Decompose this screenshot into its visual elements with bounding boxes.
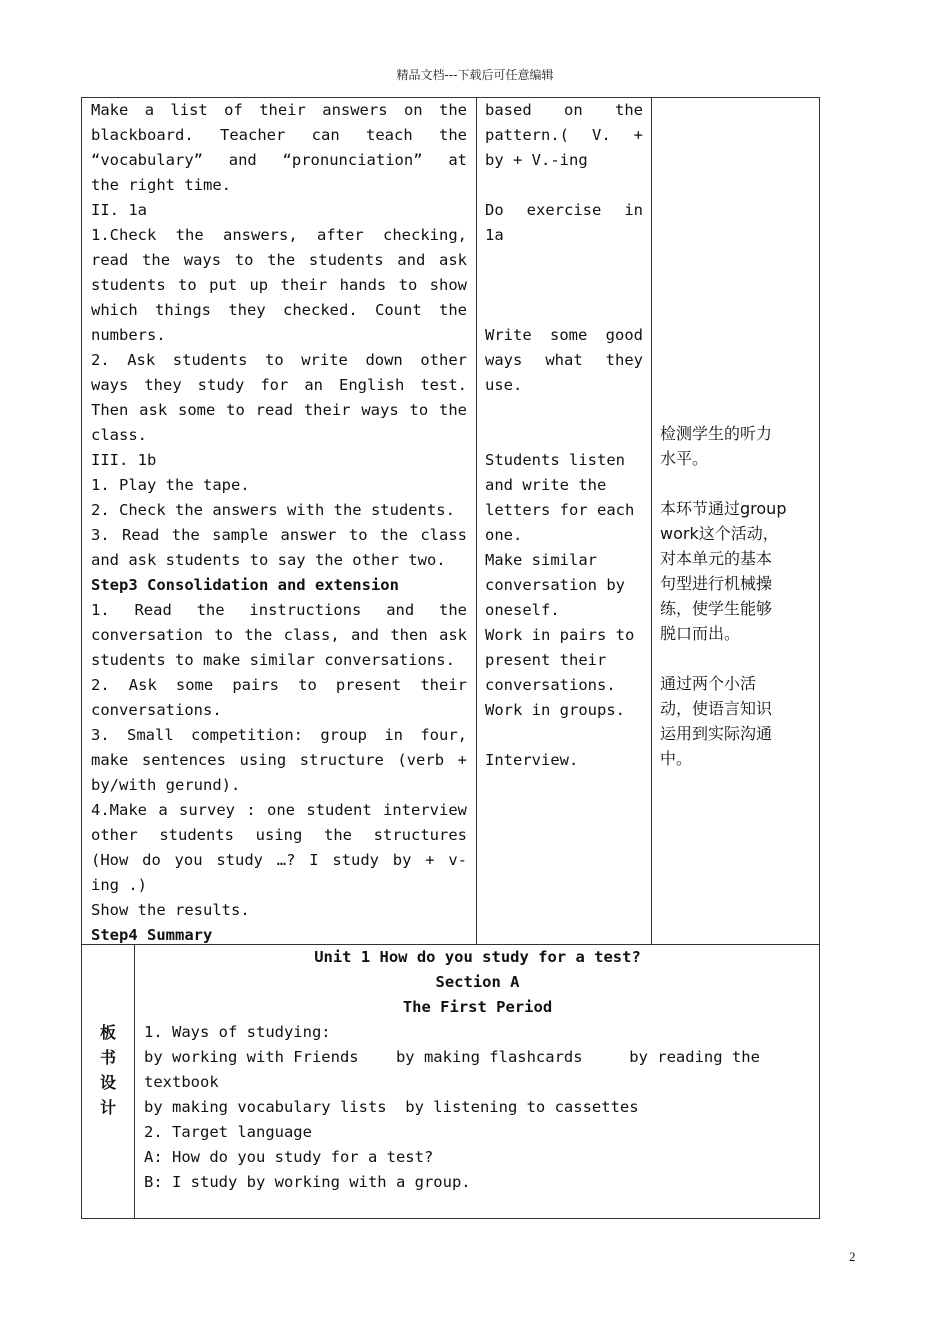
student-activities-cell [485, 98, 643, 773]
teacher-activities-cell [91, 98, 467, 948]
board-content-line: A: How do you study for a test? [144, 1148, 434, 1166]
design-intent-line: 通过两个小活 [660, 674, 757, 693]
teacher-activity-line: which things they checked. Count the [91, 301, 467, 319]
teacher-activity-line: 2. Ask students to write down other [91, 351, 467, 369]
student-activity-line [485, 723, 643, 748]
document-header: 精品文档---下载后可任意编辑 [396, 68, 554, 82]
design-intent-line: 动，使语言知识 [660, 699, 773, 718]
student-activity-line: conversation by [485, 576, 625, 594]
teacher-activity-line: II. 1a [91, 201, 147, 219]
student-activity-line: Do exercise in [485, 201, 643, 219]
student-activity-line: present their [485, 651, 607, 669]
teacher-activity-line: read the ways to the students and ask [91, 251, 467, 269]
teacher-activity-line: the right time. [91, 176, 231, 194]
teacher-activity-line: students to put up their hands to show [91, 276, 467, 294]
teacher-activity-line: (How do you study …? I study by + v- [91, 851, 467, 869]
student-activity-line: Students listen [485, 451, 625, 469]
teacher-activity-line: blackboard. Teacher can teach the [91, 126, 467, 144]
board-content-line: 2. Target language [144, 1123, 312, 1141]
teacher-activity-line: Show the results. [91, 901, 250, 919]
teacher-activity-line: “vocabulary” and “pronunciation” at [91, 151, 467, 169]
board-design-content [144, 1020, 814, 1195]
student-activity-line [485, 298, 643, 323]
student-activity-line: pattern.( V. + [485, 126, 643, 144]
board-content-line: B: I study by working with a group. [144, 1173, 471, 1191]
teacher-activity-line: 4.Make a survey : one student interview [91, 801, 467, 819]
student-activity-line [485, 273, 643, 298]
student-activity-line: based on the [485, 101, 643, 119]
student-activity-line: Work in pairs to [485, 626, 635, 644]
board-content-line: by working with Friends by making flashcards by reading the [144, 1048, 760, 1066]
student-activity-line: and write the [485, 476, 607, 494]
board-content-line: textbook [144, 1073, 219, 1091]
board-title-line: Unit 1 How do you study for a test? [314, 948, 641, 966]
design-intent-line: 练，使学生能够 [660, 599, 773, 618]
design-intent-line: 句型进行机械操 [660, 574, 773, 593]
student-activity-line: ways what they [485, 351, 643, 369]
board-label-char: 设 [99, 1073, 116, 1092]
design-intent-cell [660, 421, 816, 771]
student-activity-line: oneself. [485, 601, 560, 619]
student-activity-line [485, 173, 643, 198]
board-label-char: 板 [99, 1023, 116, 1042]
teacher-activity-line: make sentences using structure (verb + [91, 751, 467, 769]
student-activity-line: letters for each [485, 501, 635, 519]
board-title-line: Section A [435, 973, 520, 991]
teacher-activity-line: 3. Read the sample answer to the class [91, 526, 467, 544]
board-design-label [82, 1020, 134, 1120]
teacher-activity-line: 2. Ask some pairs to present their [91, 676, 467, 694]
student-activity-line: by + V.-ing [485, 151, 588, 169]
board-content-line: 1. Ways of studying: [144, 1023, 331, 1041]
column-divider [476, 97, 477, 944]
board-label-char: 书 [99, 1048, 116, 1067]
design-intent-line [660, 646, 816, 671]
board-label-char: 计 [99, 1098, 116, 1117]
teacher-activity-line: Step4 Summary [91, 926, 213, 944]
teacher-activity-line: numbers. [91, 326, 166, 344]
teacher-activity-line: ways they study for an English test. [91, 376, 467, 394]
student-activity-line: use. [485, 376, 523, 394]
student-activity-line: Write some good [485, 326, 643, 344]
student-activity-line: Work in groups. [485, 701, 625, 719]
student-activity-line: Interview. [485, 751, 579, 769]
teacher-activity-line: 2. Check the answers with the students. [91, 501, 455, 519]
student-activity-line: one. [485, 526, 523, 544]
student-activity-line: 1a [485, 226, 504, 244]
teacher-activity-line: by/with gerund). [91, 776, 241, 794]
design-intent-line: 运用到实际沟通 [660, 724, 773, 743]
design-intent-line: 对本单元的基本 [660, 549, 773, 568]
teacher-activity-line: III. 1b [91, 451, 157, 469]
design-intent-line: 水平。 [660, 449, 709, 468]
board-design-title [135, 945, 820, 1020]
column-divider [651, 97, 652, 944]
page-number: 2 [849, 1249, 856, 1264]
board-content-line: by making vocabulary lists by listening to cassettes [144, 1098, 639, 1116]
design-intent-line: 本环节通过group [660, 499, 787, 518]
teacher-activity-line: 3. Small competition: group in four, [91, 726, 467, 744]
teacher-activity-line: ing .) [91, 876, 147, 894]
teacher-activity-line: conversation to the class, and then ask [91, 626, 467, 644]
student-activity-line [485, 398, 643, 423]
student-activity-line: conversations. [485, 676, 616, 694]
teacher-activity-line: 1. Play the tape. [91, 476, 250, 494]
teacher-activity-line: class. [91, 426, 147, 444]
teacher-activity-line: Make a list of their answers on the [91, 101, 467, 119]
teacher-activity-line: Step3 Consolidation and extension [91, 576, 399, 594]
design-intent-line: work这个活动， [660, 524, 779, 543]
student-activity-line [485, 423, 643, 448]
teacher-activity-line: conversations. [91, 701, 222, 719]
board-title-line: The First Period [402, 998, 553, 1016]
teacher-activity-line: students to make similar conversations. [91, 651, 455, 669]
teacher-activity-line: 1.Check the answers, after checking, [91, 226, 467, 244]
teacher-activity-line: and ask students to say the other two. [91, 551, 446, 569]
design-intent-line: 脱口而出。 [660, 624, 741, 643]
teacher-activity-line: other students using the structures [91, 826, 467, 844]
teacher-activity-line: Then ask some to read their ways to the [91, 401, 467, 419]
student-activity-line: Make similar [485, 551, 597, 569]
teacher-activity-line: 1. Read the instructions and the [91, 601, 467, 619]
design-intent-line: 中。 [660, 749, 693, 768]
student-activity-line [485, 248, 643, 273]
design-intent-line [660, 471, 816, 496]
design-intent-line: 检测学生的听力 [660, 424, 773, 443]
